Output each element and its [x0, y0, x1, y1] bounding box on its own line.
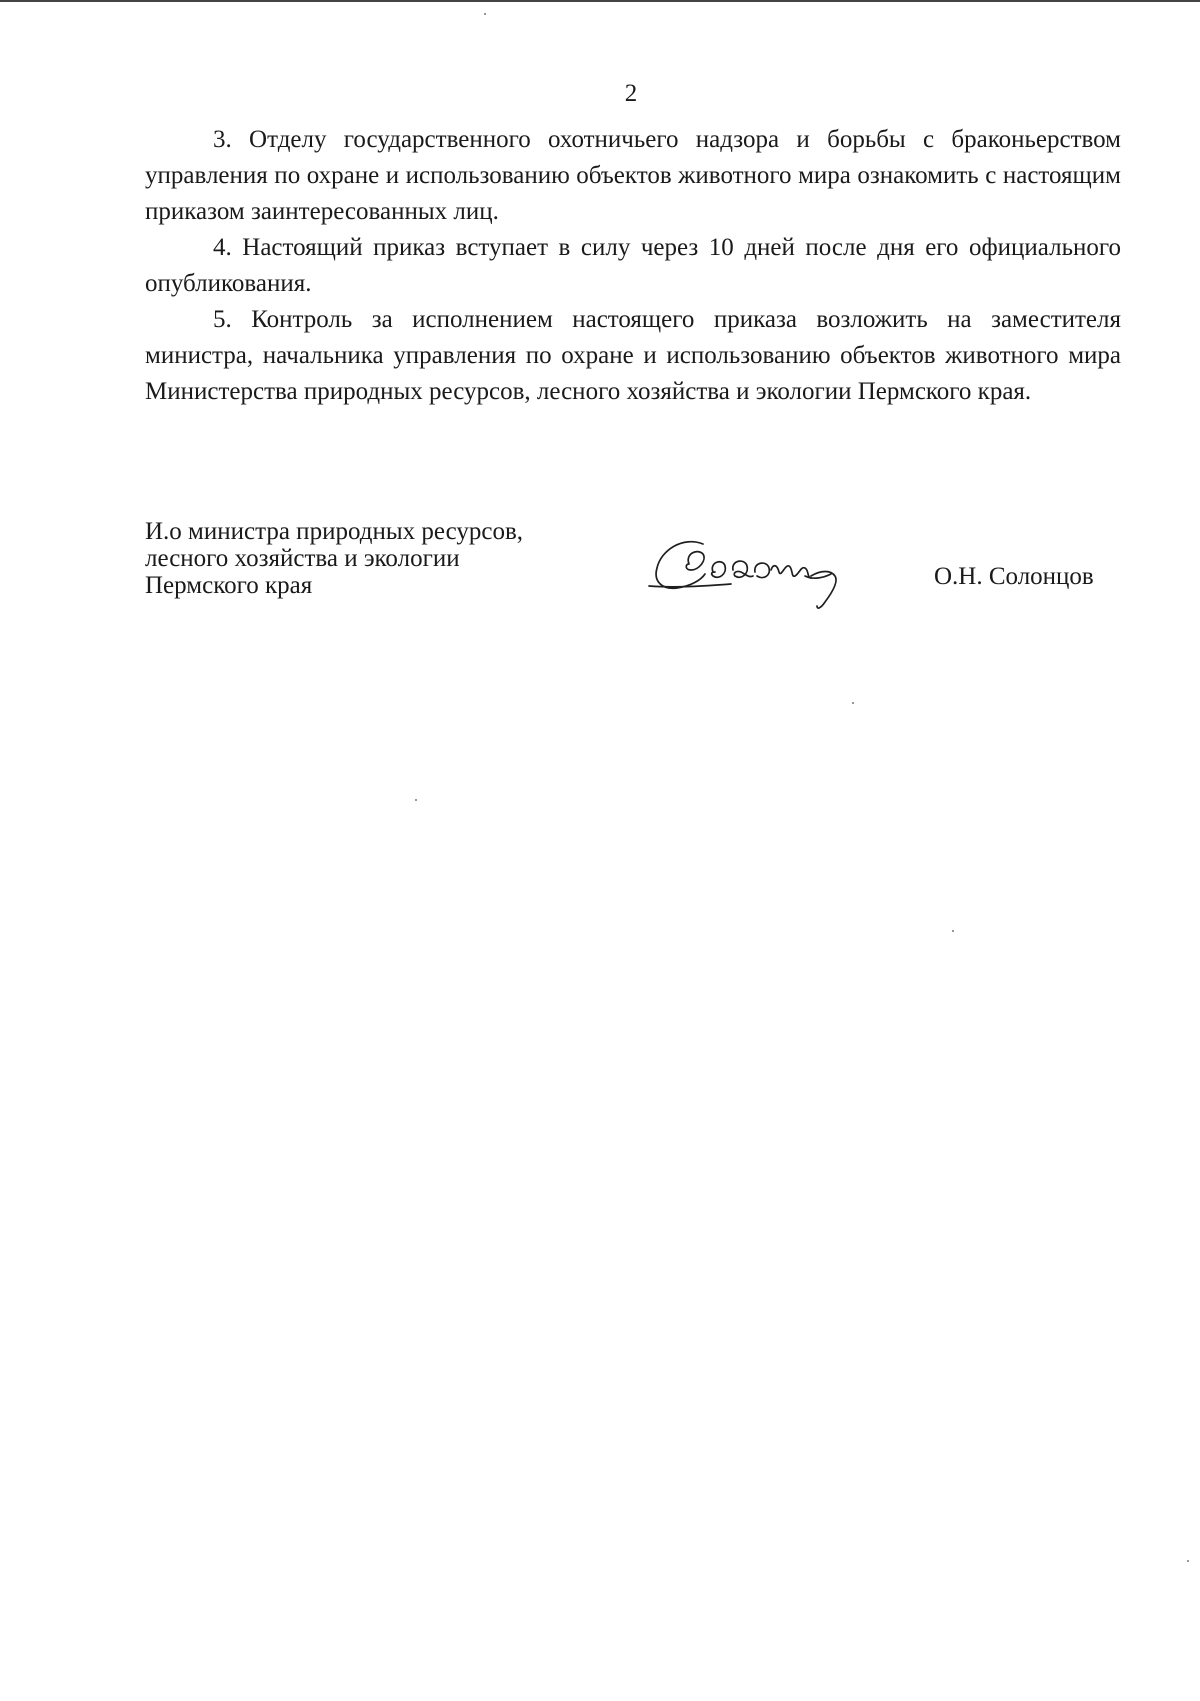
signer-position-line: лесного хозяйства и экологии	[145, 545, 460, 572]
scan-speck	[852, 702, 854, 704]
scan-speck	[415, 799, 417, 801]
scan-speck	[1187, 1560, 1189, 1562]
document-body	[145, 122, 1121, 410]
page-number: 2	[624, 80, 638, 107]
paragraph-3: 3. Отделу государственного охотничьего надзора и борьбы с браконьерством управления по охране и использованию объектов животного мира ознакомить с настоящим приказом заинтересованных лиц.	[145, 126, 1121, 225]
signer-name: О.Н. Солонцов	[934, 563, 1094, 590]
paragraph-4: 4. Настоящий приказ вступает в силу через 10 дней после дня его официального опубликования.	[145, 234, 1121, 297]
scan-top-edge	[0, 0, 1200, 2]
signer-position	[145, 518, 523, 599]
signer-position-line: И.о министра природных ресурсов,	[145, 518, 524, 545]
scan-speck	[484, 13, 486, 15]
handwritten-signature-icon	[645, 530, 885, 630]
scan-speck	[952, 930, 954, 932]
paragraph-5: 5. Контроль за исполнением настоящего приказа возложить на заместителя министра, начальника управления по охране и использованию объектов животного мира Министерства природных ресурсов, лесного хозяйства и экологии Пермского края.	[145, 306, 1121, 405]
signer-position-line: Пермского края	[145, 572, 313, 599]
